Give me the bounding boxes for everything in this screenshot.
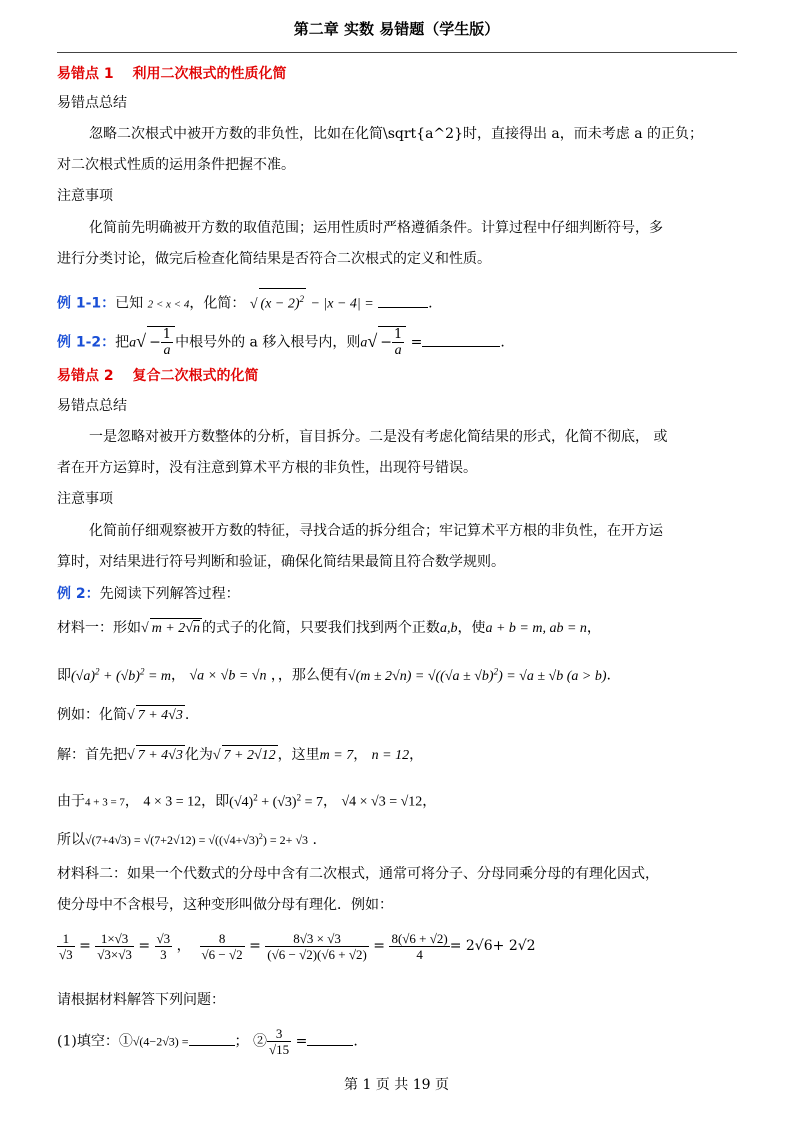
example-1-1-label: 例 1-1： — [57, 295, 116, 312]
since-end: ， — [422, 793, 437, 810]
example-simplify-text: 例如：化简 — [57, 707, 127, 723]
solution-text-a: 解：首先把 — [57, 747, 127, 763]
ask-line: 请根据材料解答下列问题： — [57, 992, 225, 1008]
section2-summary-text-2: 者在开方运算时，没有注意到算术平方根的非负性，出现符号错误。 — [57, 460, 477, 476]
page-title: 第二章 实数 易错题（学生版） — [293, 20, 500, 38]
material-1: 材料一：形如√ m + 2√ n 的式子的化简，只要我们找到两个正数a,b，使a + b = m, ab = n， — [57, 618, 601, 639]
example-2 — [57, 584, 240, 604]
section1-summary-text-2: 对二次根式性质的运用条件把握不准。 — [57, 157, 295, 173]
neg-fraction-radicand-2: − $\frac{1}{a}$ — [378, 326, 406, 358]
solution-line: 解：首先把√ 7 + 4√3 化为√ 7 + 2√12 ，这里m = 7， n = 12， — [57, 745, 423, 766]
example-1-1-expr-rest: − |x − 4| = — [310, 296, 374, 312]
material-1-text-d: ， — [586, 620, 601, 636]
therefore-end: . — [312, 832, 317, 848]
example-1-1 — [57, 288, 433, 315]
answer-blank-q1-2[interactable] — [307, 1045, 353, 1046]
example-1-1-text: 已知 — [115, 295, 144, 312]
answer-blank[interactable] — [378, 307, 428, 308]
radicand-text: (x − 2) — [260, 296, 300, 312]
since-text-e: ，即 — [201, 793, 230, 810]
example-simplify-end: . — [184, 707, 190, 723]
solution-text-c: ，这里 — [277, 747, 320, 763]
example-1-1-end: . — [428, 295, 433, 312]
therefore-line: 所以$√(7+4√3) = √(7+2√12) = √((√4+√3)^2) = 2+ √3$ . — [57, 832, 317, 848]
since-product: 4 × 3 = 12 — [143, 794, 202, 810]
solution-end: ， — [409, 747, 424, 763]
question-1: (1)填空：①√(4−2√3) = ； ② $\frac{3}{√15}$ = . — [57, 1026, 358, 1057]
since-text-c: ， — [124, 793, 139, 810]
material-1-identity: 即$(√a)^2 + (√b)^2 = m$， √a × √b = √n ，，那么便有$√(m \pm 2√n) = √((√a \pm √b)^2) = √a \pm √b$ (a > b). — [57, 666, 611, 684]
section2-heading: 易错点 2 复合二次根式的化简 — [57, 368, 259, 384]
section2-notes-text-2: 算时，对结果进行符号判断和验证，确保化简结果最简且符合数学规则。 — [57, 554, 505, 570]
section1-summary-label: 易错点总结 — [57, 95, 127, 111]
solution-n: n = 12 — [371, 748, 410, 763]
question-1-text-b: ； ② — [234, 1033, 267, 1050]
example-1-2-label: 例 1-2： — [57, 334, 116, 351]
solution-m: m = 7 — [319, 748, 354, 763]
example-simplify: 例如：化简√ 7 + 4√3 . — [57, 705, 189, 726]
identity-end: . — [606, 667, 611, 684]
material-1-text-b: 的式子的化简，只要我们找到两个正数 — [201, 620, 440, 636]
radical-expression — [250, 297, 258, 312]
section2-summary-text-1: 一是忽略对被开方数整体的分析，盲目拆分。二是没有考虑化简结果的形式，化简不彻底， 或 — [89, 429, 668, 445]
therefore-text: 所以 — [57, 832, 85, 848]
section1-notes-text-1: 化简前先明确被开方数的取值范围；运用性质时严格遵循条件。计算过程中仔细判断符号，多 — [89, 220, 663, 236]
question-1-text-a: (1)填空：① — [57, 1033, 133, 1050]
neg-fraction-radicand: − $\frac{1}{a}$ — [147, 326, 175, 358]
section1-notes-label: 注意事项 — [57, 188, 113, 204]
rationalize-example: $\frac{1}{√3}$ = $\frac{1\times√3}{√3\times√3}$ = $\frac{√3}{3}$ ， $\frac{8}{√6 - √2}$ = $\frac{8√3 \times √3}{(√6 - √2)(√6 + √2)}$ = $\frac{8(√6 + √2)}{4}$ = 2√6+ 2√2 — [59, 930, 536, 962]
material-1-text-c: ，使 — [457, 620, 486, 636]
example-1-2: 例 1-2：把a√ − $\frac{1}{a}$ 中根号外的 a 移入根号内，则a√ − $\frac{1}{a}$ = . — [57, 326, 505, 358]
section1-heading: 易错点 1 利用二次根式的性质化简 — [57, 66, 287, 82]
material-2-line-2: 使分母中不含根号，这种变形叫做分母有理化．例如： — [57, 897, 393, 913]
example-2-label: 例 2： — [57, 586, 100, 602]
since-text-a: 由于 — [57, 793, 85, 810]
material-1-text-a: 材料一：形如 — [57, 620, 141, 636]
section1-summary-text-1: 忽略二次根式中被开方数的非负性，比如在化简\sqrt{a^2}时，直接得出 a，而未考虑 a 的正负； — [89, 126, 704, 142]
section2-summary-label: 易错点总结 — [57, 398, 127, 414]
material-1-eq: a + b = m, ab = n — [485, 621, 587, 636]
identity-text-a: 即 — [57, 667, 71, 684]
answer-blank-2[interactable] — [422, 346, 500, 347]
radicand: $(x - 2)^2$ — [259, 288, 307, 315]
answer-blank-q1-1[interactable] — [189, 1045, 235, 1046]
question-1-end: . — [353, 1033, 358, 1050]
section2-notes-text-1: 化简前仔细观察被开方数的特征，寻找合适的拆分组合；牢记算术平方根的非负性，在开方运 — [89, 523, 663, 539]
solution-text-b: 化为 — [184, 747, 213, 763]
example-1-2-text-b: 中根号外的 a 移入根号内，则 — [175, 334, 361, 351]
section1-notes-text-2: 进行分类讨论，做完后检查化简结果是否符合二次根式的定义和性质。 — [57, 251, 491, 267]
example-1-2-text-a: 把 — [115, 334, 130, 351]
radical-sign-2 — [367, 331, 377, 351]
since-line: 由于4 + 3 = 7， 4 × 3 = 12，即$(√4)^2 + (√3)^2 = 7$， √4 × √3 = √12， — [57, 792, 437, 810]
header-divider — [57, 52, 737, 53]
section2-notes-label: 注意事项 — [57, 491, 113, 507]
material-1-ab: a,b — [439, 621, 458, 636]
identity-text-b: ，那么便有 — [277, 667, 348, 684]
since-sum: 4 + 3 = 7 — [85, 796, 125, 809]
material-2-line-1: 材料科二：如果一个代数式的分母中含有二次根式，通常可将分子、分母同乘分母的有理化因式， — [57, 866, 659, 882]
radical-sign — [136, 331, 146, 351]
example-1-1-condition: 2 < x < 4 — [147, 298, 190, 311]
example-1-2-end: . — [500, 334, 505, 351]
example-1-1-mid: ，化简： — [189, 295, 246, 312]
example-2-text: 先阅读下列解答过程： — [99, 586, 240, 602]
page-footer: 第 1 页 共 19 页 — [344, 1077, 449, 1093]
